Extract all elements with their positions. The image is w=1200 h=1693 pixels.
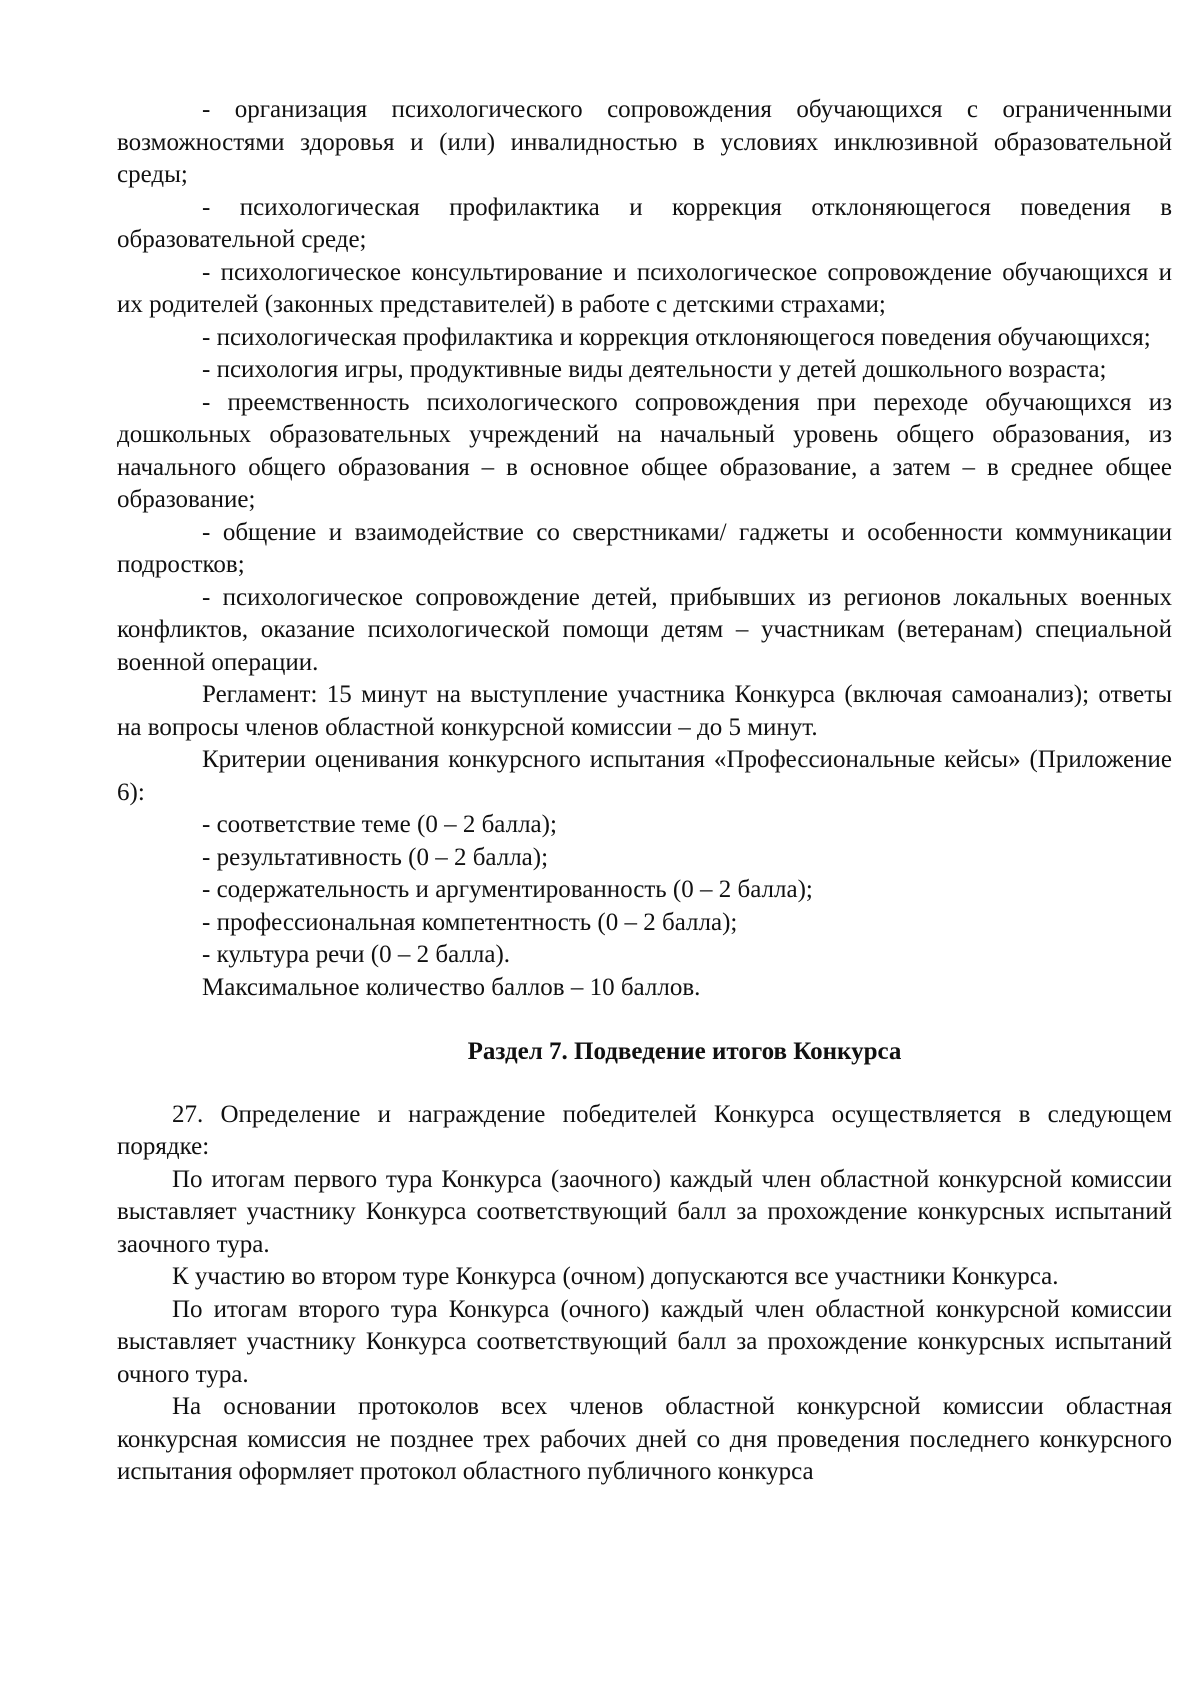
topic-item: - психологическое сопровождение детей, прибывших из регионов локальных военных конфликтов, оказание психологической помощи детям – участникам (ветеранам) специальной военной операции. bbox=[117, 583, 1172, 676]
topic-item: - психология игры, продуктивные виды деятельности у детей дошкольного возраста; bbox=[202, 356, 1107, 383]
section-paragraph: На основании протоколов всех членов областной конкурсной комиссии областная конкурсная комиссия не позднее трех рабочих дней со дня проведения последнего конкурсного испытания оформляет протокол областного публичного конкурса bbox=[117, 1393, 1172, 1485]
criteria-item: - культура речи (0 – 2 балла). bbox=[202, 941, 511, 968]
topic-item: - психологическая профилактика и коррекция отклоняющегося поведения в образовательной среде; bbox=[117, 193, 1172, 253]
topic-item: - общение и взаимодействие со сверстниками/ гаджеты и особенности коммуникации подростков; bbox=[117, 518, 1172, 578]
criteria-item: - соответствие теме (0 – 2 балла); bbox=[202, 811, 557, 838]
topic-item: - преемственность психологического сопровождения при переходе обучающихся из дошкольных образовательных учреждений на начальный уровень общего образования, из начального общего образования – в основное общее образование, а затем – в среднее общее образование; bbox=[117, 388, 1172, 513]
criteria-item: - профессиональная компетентность (0 – 2 балла); bbox=[202, 908, 738, 936]
max-score: Максимальное количество баллов – 10 баллов. bbox=[202, 973, 701, 1001]
topic-item: - организация психологического сопровождения обучающихся с ограниченными возможностями здоровья и (или) инвалидностью в условиях инклюзивной образовательной среды; bbox=[117, 96, 1172, 188]
criteria-intro: Критерии оценивания конкурсного испытания «Профессиональные кейсы» (Приложение 6): bbox=[117, 746, 1172, 806]
document-page bbox=[117, 94, 1172, 1489]
topic-item: - психологическая профилактика и коррекция отклоняющегося поведения обучающихся; bbox=[202, 323, 1151, 351]
topic-item: - психологическое консультирование и психологическое сопровождение обучающихся и их родителей (законных представителей) в работе с детскими страхами; bbox=[117, 258, 1172, 318]
reglament-paragraph: Регламент: 15 минут на выступление участника Конкурса (включая самоанализ); ответы на вопросы членов областной конкурсной комиссии – до 5 минут. bbox=[117, 681, 1172, 741]
section-paragraph: По итогам первого тура Конкурса (заочного) каждый член областной конкурсной комиссии выставляет участнику Конкурса соответствующий балл за прохождение конкурсных испытаний заочного тура. bbox=[117, 1165, 1172, 1258]
section-title: Раздел 7. Подведение итогов Конкурса bbox=[467, 1038, 902, 1065]
section-paragraph: 27. Определение и награждение победителей Конкурса осуществляется в следующем порядке: bbox=[117, 1100, 1172, 1160]
criteria-item: - результативность (0 – 2 балла); bbox=[202, 843, 549, 871]
section-paragraph: По итогам второго тура Конкурса (очного) каждый член областной конкурсной комиссии выставляет участнику Конкурса соответствующий балл за прохождение конкурсных испытаний очного тура. bbox=[117, 1295, 1172, 1388]
criteria-item: - содержательность и аргументированность (0 – 2 балла); bbox=[202, 876, 813, 903]
section-paragraph: К участию во втором туре Конкурса (очном) допускаются все участники Конкурса. bbox=[172, 1263, 1059, 1290]
